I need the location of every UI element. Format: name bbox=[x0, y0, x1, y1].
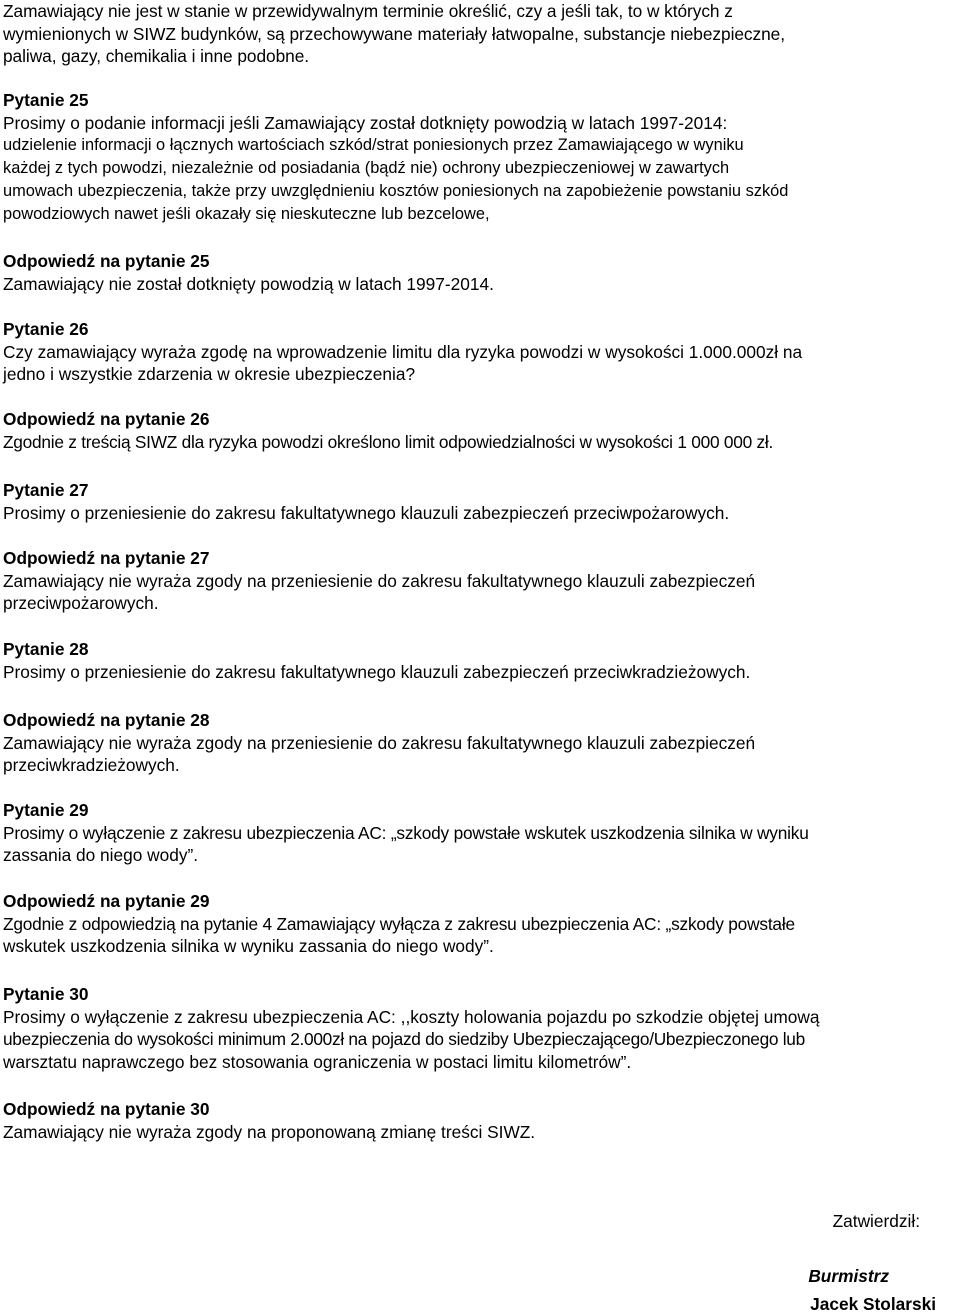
question-27 bbox=[3, 479, 958, 524]
question-line: ubezpieczenia do wysokości minimum 2.000zł na pojazd do siedziby Ubezpieczającego/Ubezpieczonego lub bbox=[3, 1029, 805, 1050]
question-line: umowach ubezpieczenia, także przy uwzględnieniu kosztów poniesionych na zapobieżenie powstaniu szkód bbox=[3, 181, 789, 200]
question-heading: Pytanie 29 bbox=[3, 800, 89, 820]
question-25 bbox=[3, 89, 958, 225]
intro-line: wymienionych w SIWZ budynków, są przechowywane materiały łatwopalne, substancje niebezpieczne, bbox=[3, 23, 785, 44]
answer-heading: Odpowiedź na pytanie 26 bbox=[3, 409, 210, 429]
question-line: Prosimy o wyłączenie z zakresu ubezpieczenia AC: ,,koszty holowania pojazdu po szkodzie objętej umową bbox=[3, 1006, 820, 1027]
intro-line: paliwa, gazy, chemikalia i inne podobne. bbox=[3, 46, 310, 67]
answer-line: Zamawiający nie wyraża zgody na proponowaną zmianę treści SIWZ. bbox=[3, 1121, 536, 1142]
question-line: zassania do niego wody”. bbox=[3, 845, 199, 866]
approval-label: Zatwierdził: bbox=[832, 1211, 920, 1231]
answer-line: Zamawiający nie wyraża zgody na przeniesienie do zakresu fakultatywnego klauzuli zabezpieczeń bbox=[3, 732, 756, 753]
signatory-name: Jacek Stolarski bbox=[810, 1294, 936, 1314]
question-heading: Pytanie 26 bbox=[3, 319, 89, 339]
question-line: każdej z tych powodzi, niezależnie od posiadania (bądź nie) ochrony ubezpieczeniowej w zawartych bbox=[3, 159, 730, 178]
question-line: udzielenie informacji o łącznych wartościach szkód/strat poniesionych przez Zamawiającego w wyniku bbox=[3, 136, 744, 155]
answer-line: przeciwpożarowych. bbox=[3, 593, 159, 614]
question-heading: Pytanie 27 bbox=[3, 480, 89, 500]
question-heading: Pytanie 25 bbox=[3, 90, 89, 110]
answer-28 bbox=[3, 709, 958, 777]
question-line: Prosimy o wyłączenie z zakresu ubezpieczenia AC: „szkody powstałe wskutek uszkodzenia silnika w wyniku bbox=[3, 822, 809, 843]
answer-30 bbox=[3, 1098, 958, 1143]
answer-heading: Odpowiedź na pytanie 27 bbox=[3, 548, 210, 568]
question-heading: Pytanie 28 bbox=[3, 639, 89, 659]
question-line: Prosimy o przeniesienie do zakresu fakultatywnego klauzuli zabezpieczeń przeciwpożarowych. bbox=[3, 502, 730, 523]
question-30 bbox=[3, 983, 958, 1074]
answer-line: Zgodnie z treścią SIWZ dla ryzyka powodzi określono limit odpowiedzialności w wysokości 1 000 000 zł. bbox=[3, 431, 774, 452]
answer-29 bbox=[3, 890, 958, 958]
answer-line: przeciwkradzieżowych. bbox=[3, 755, 180, 776]
question-line: Prosimy o podanie informacji jeśli Zamawiający został dotknięty powodzią w latach 1997-2014: bbox=[3, 112, 728, 133]
answer-27 bbox=[3, 547, 958, 615]
answer-heading: Odpowiedź na pytanie 29 bbox=[3, 891, 210, 911]
answer-line: Zamawiający nie wyraża zgody na przeniesienie do zakresu fakultatywnego klauzuli zabezpieczeń bbox=[3, 570, 756, 591]
answer-line: wskutek uszkodzenia silnika w wyniku zassania do niego wody”. bbox=[3, 936, 494, 957]
intro-paragraph bbox=[3, 0, 785, 68]
answer-line: Zgodnie z odpowiedzią na pytanie 4 Zamawiający wyłącza z zakresu ubezpieczenia AC: „szkody powstałe bbox=[3, 913, 795, 934]
question-28 bbox=[3, 638, 958, 683]
answer-heading: Odpowiedź na pytanie 30 bbox=[3, 1099, 210, 1119]
answer-line: Zamawiający nie został dotknięty powodzią w latach 1997-2014. bbox=[3, 273, 494, 294]
question-line: Czy zamawiający wyraża zgodę na wprowadzenie limitu dla ryzyka powodzi w wysokości 1.000.000zł na bbox=[3, 341, 803, 362]
question-line: warsztatu naprawczego bez stosowania ograniczenia w postaci limitu kilometrów”. bbox=[3, 1052, 632, 1073]
answer-26 bbox=[3, 408, 958, 453]
signatory-role: Burmistrz bbox=[808, 1266, 889, 1286]
question-26 bbox=[3, 318, 958, 386]
question-29 bbox=[3, 799, 958, 867]
question-line: Prosimy o przeniesienie do zakresu fakultatywnego klauzuli zabezpieczeń przeciwkradzieżowych. bbox=[3, 661, 751, 682]
question-line: powodziowych nawet jeśli okazały się nieskuteczne lub bezcelowe, bbox=[3, 204, 490, 223]
answer-25 bbox=[3, 250, 958, 295]
answer-heading: Odpowiedź na pytanie 28 bbox=[3, 710, 210, 730]
question-heading: Pytanie 30 bbox=[3, 984, 89, 1004]
question-line: jedno i wszystkie zdarzenia w okresie ubezpieczenia? bbox=[3, 364, 416, 385]
answer-heading: Odpowiedź na pytanie 25 bbox=[3, 251, 210, 271]
intro-line: Zamawiający nie jest w stanie w przewidywalnym terminie określić, czy a jeśli tak, to w których z bbox=[3, 1, 733, 21]
